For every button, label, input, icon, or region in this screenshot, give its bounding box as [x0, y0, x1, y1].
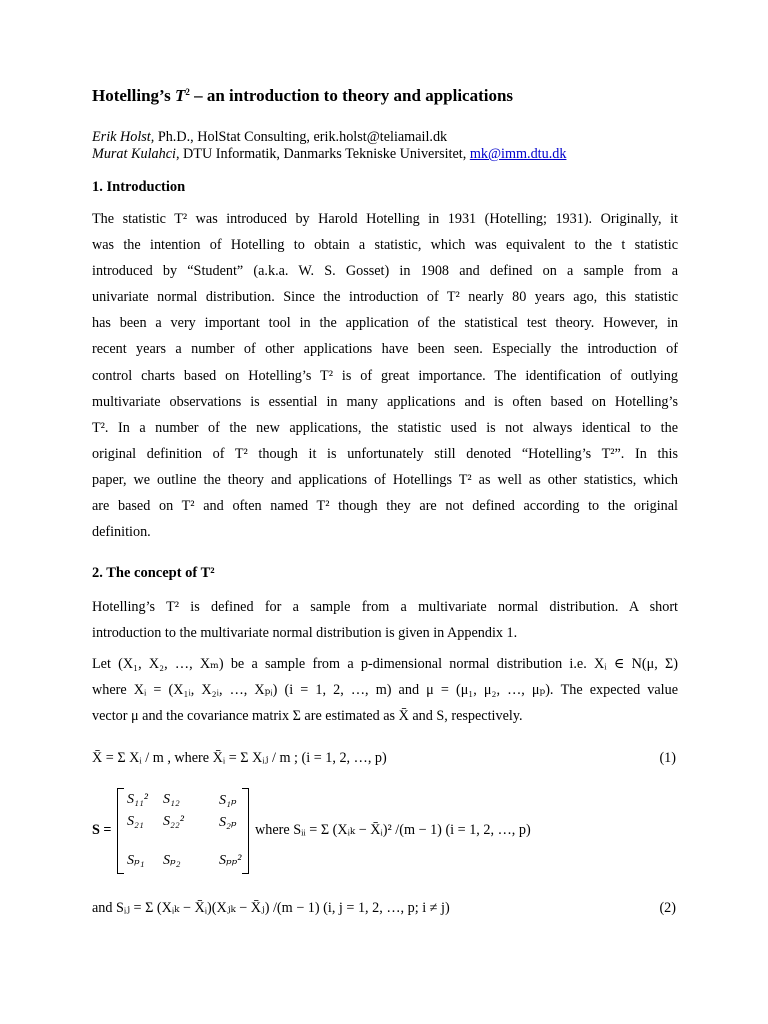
concept-paragraph-2	[92, 651, 678, 729]
matrix-cell: S₂₁	[127, 814, 144, 829]
equation-1-number: (1)	[659, 750, 676, 766]
left-bracket	[117, 788, 124, 874]
text-line: T². In a number of the new applications, the statistic used is not always identical to the	[92, 419, 678, 436]
author-affiliation: , DTU Informatik, Danmarks Tekniske Universitet,	[175, 146, 470, 162]
text-line: univariate normal distribution. Since the introduction of T² nearly 80 years ago, this statistic	[92, 289, 678, 306]
author-line-2	[92, 146, 566, 163]
text-line: Let (X₁, X₂, …, Xₘ) be a sample from a p-dimensional normal distribution i.e. Xᵢ ∈ N(μ, Σ)	[92, 656, 678, 672]
author-affiliation: Ph.D., HolStat Consulting, erik.holst@teliamail.dk	[154, 129, 448, 145]
matrix-cell: Sₚₚ²	[219, 853, 242, 868]
text-line: original definition of T² though it is unfortunately still denoted “Hotelling’s T²”. In this	[92, 445, 678, 462]
text-line: Hotelling’s T² is defined for a sample from a multivariate normal distribution. A short	[92, 599, 678, 615]
text-line: The statistic T² was introduced by Harold Hotelling in 1931 (Hotelling; 1931). Originally, it	[92, 211, 678, 227]
equation-2-number: (2)	[659, 900, 676, 916]
title-var: T	[174, 86, 186, 105]
matrix-where-clause: where Sᵢᵢ = Σ (Xᵢₖ − X̄ᵢ)² /(m − 1) (i = 1, 2, …, p)	[255, 822, 531, 838]
author-email-link[interactable]: mk@imm.dtu.dk	[469, 146, 567, 162]
author-block	[92, 129, 566, 163]
equation-2-text: and Sᵢⱼ = Σ (Xᵢₖ − X̄ᵢ)(Xⱼₖ − X̄ⱼ) /(m − 1) (i, j = 1, 2, …, p; i ≠ j)	[92, 900, 450, 916]
covariance-matrix	[92, 788, 678, 878]
text-line: are based on T² and often named T² though they are not defined according to the original	[92, 498, 678, 515]
matrix-label: S =	[92, 822, 112, 838]
text-line: recent years a number of other applications have been seen. Especially the introduction of	[92, 341, 678, 358]
title-sup: 2	[185, 87, 190, 97]
text-line: paper, we outline the theory and applications of Hotellings T² as well as other statistics, which	[92, 471, 678, 488]
text-line: multivariate observations is essential in many applications and is often based on Hotelling’s	[92, 393, 678, 410]
title-text-rest: – an introduction to theory and applications	[189, 86, 514, 105]
text-line: control charts based on Hotelling’s T² is of great importance. The identification of outlying	[92, 367, 678, 384]
matrix-cell: Sₚ₁	[127, 853, 145, 868]
intro-paragraph	[92, 206, 678, 545]
text-line: was the intention of Hotelling to obtain a statistic, which was equivalent to the t statistic	[92, 237, 678, 254]
matrix-body	[117, 788, 249, 874]
matrix-cell: S₁₂	[163, 792, 180, 807]
right-bracket	[242, 788, 249, 874]
matrix-cell: S₂ₚ	[219, 815, 237, 830]
text-line: vector μ and the covariance matrix Σ are estimated as X̄ and S, respectively.	[92, 708, 523, 725]
text-line: where Xᵢ = (X₁ᵢ, X₂ᵢ, …, Xₚᵢ) (i = 1, 2, …, m) and μ = (μ₁, μ₂, …, μₚ). The expected value	[92, 682, 678, 699]
matrix-cell: S₁₁²	[127, 792, 148, 807]
author-line-1	[92, 129, 566, 146]
author-name: Murat Kulahci	[92, 146, 176, 162]
equation-2	[92, 890, 678, 926]
section-heading-introduction: 1. Introduction	[92, 179, 186, 195]
paper-title	[92, 86, 513, 106]
equation-1	[92, 740, 678, 776]
text-line: introduction to the multivariate normal distribution is given in Appendix 1.	[92, 625, 518, 642]
title-text: Hotelling’s	[92, 86, 175, 105]
author-name: Erik Holst,	[92, 129, 155, 145]
concept-paragraph-1	[92, 594, 678, 646]
text-line: definition.	[92, 524, 151, 541]
matrix-cell: S₂₂²	[163, 814, 184, 829]
equation-1-text: X̄ = Σ Xᵢ / m , where X̄ᵢ = Σ Xᵢⱼ / m ; (i = 1, 2, …, p)	[92, 750, 387, 766]
text-line: has been a very important tool in the application of the statistical test theory. However, in	[92, 315, 678, 332]
text-line: introduced by “Student” (a.k.a. W. S. Gosset) in 1908 and defined on a sample from a	[92, 263, 678, 280]
matrix-cell: Sₚ₂	[163, 853, 181, 868]
section-heading-concept: 2. The concept of T²	[92, 565, 215, 581]
matrix-cell: S₁ₚ	[219, 793, 237, 808]
